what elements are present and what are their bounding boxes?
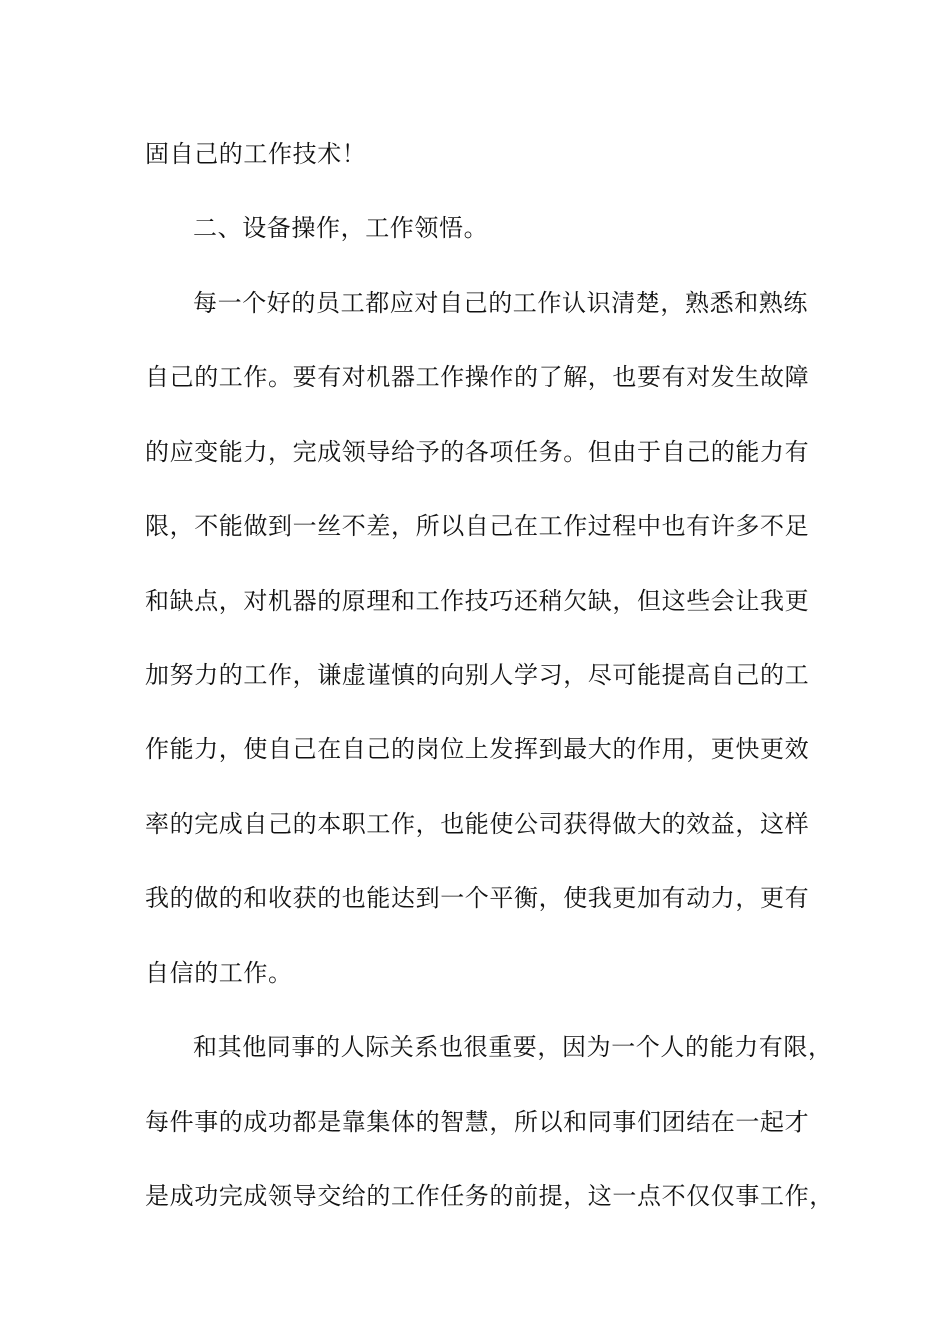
paragraph-2-line-2: 每件事的成功都是靠集体的智慧，所以和同事们团结在一起才 xyxy=(145,1108,810,1136)
paragraph-1-line-5: 和缺点，对机器的原理和工作技巧还稍欠缺，但这些会让我更 xyxy=(145,587,810,615)
paragraph-1-line-8: 率的完成自己的本职工作，也能使公司获得做大的效益，这样 xyxy=(145,810,810,838)
paragraph-2-line-1: 和其他同事的人际关系也很重要，因为一个人的能力有限， xyxy=(193,1033,833,1061)
paragraph-1-line-9: 我的做的和收获的也能达到一个平衡，使我更加有动力，更有 xyxy=(145,884,810,912)
paragraph-1-line-3: 的应变能力，完成领导给予的各项任务。但由于自己的能力有 xyxy=(145,438,810,466)
paragraph-2-line-3: 是成功完成领导交给的工作任务的前提，这一点不仅仅事工作， xyxy=(145,1182,834,1210)
text-line-continuation: 固自己的工作技术！ xyxy=(145,140,367,168)
paragraph-1-line-10: 自信的工作。 xyxy=(145,959,293,987)
paragraph-1-line-2: 自己的工作。要有对机器工作操作的了解，也要有对发生故障 xyxy=(145,363,810,391)
paragraph-1-line-1: 每一个好的员工都应对自己的工作认识清楚，熟悉和熟练 xyxy=(193,289,808,317)
paragraph-1-line-7: 作能力，使自己在自己的岗位上发挥到最大的作用，更快更效 xyxy=(145,735,810,763)
paragraph-1-line-4: 限，不能做到一丝不差，所以自己在工作过程中也有许多不足 xyxy=(145,512,810,540)
paragraph-1-line-6: 加努力的工作，谦虚谨慎的向别人学习，尽可能提高自己的工 xyxy=(145,661,810,689)
section-heading: 二、设备操作，工作领悟。 xyxy=(193,214,489,242)
